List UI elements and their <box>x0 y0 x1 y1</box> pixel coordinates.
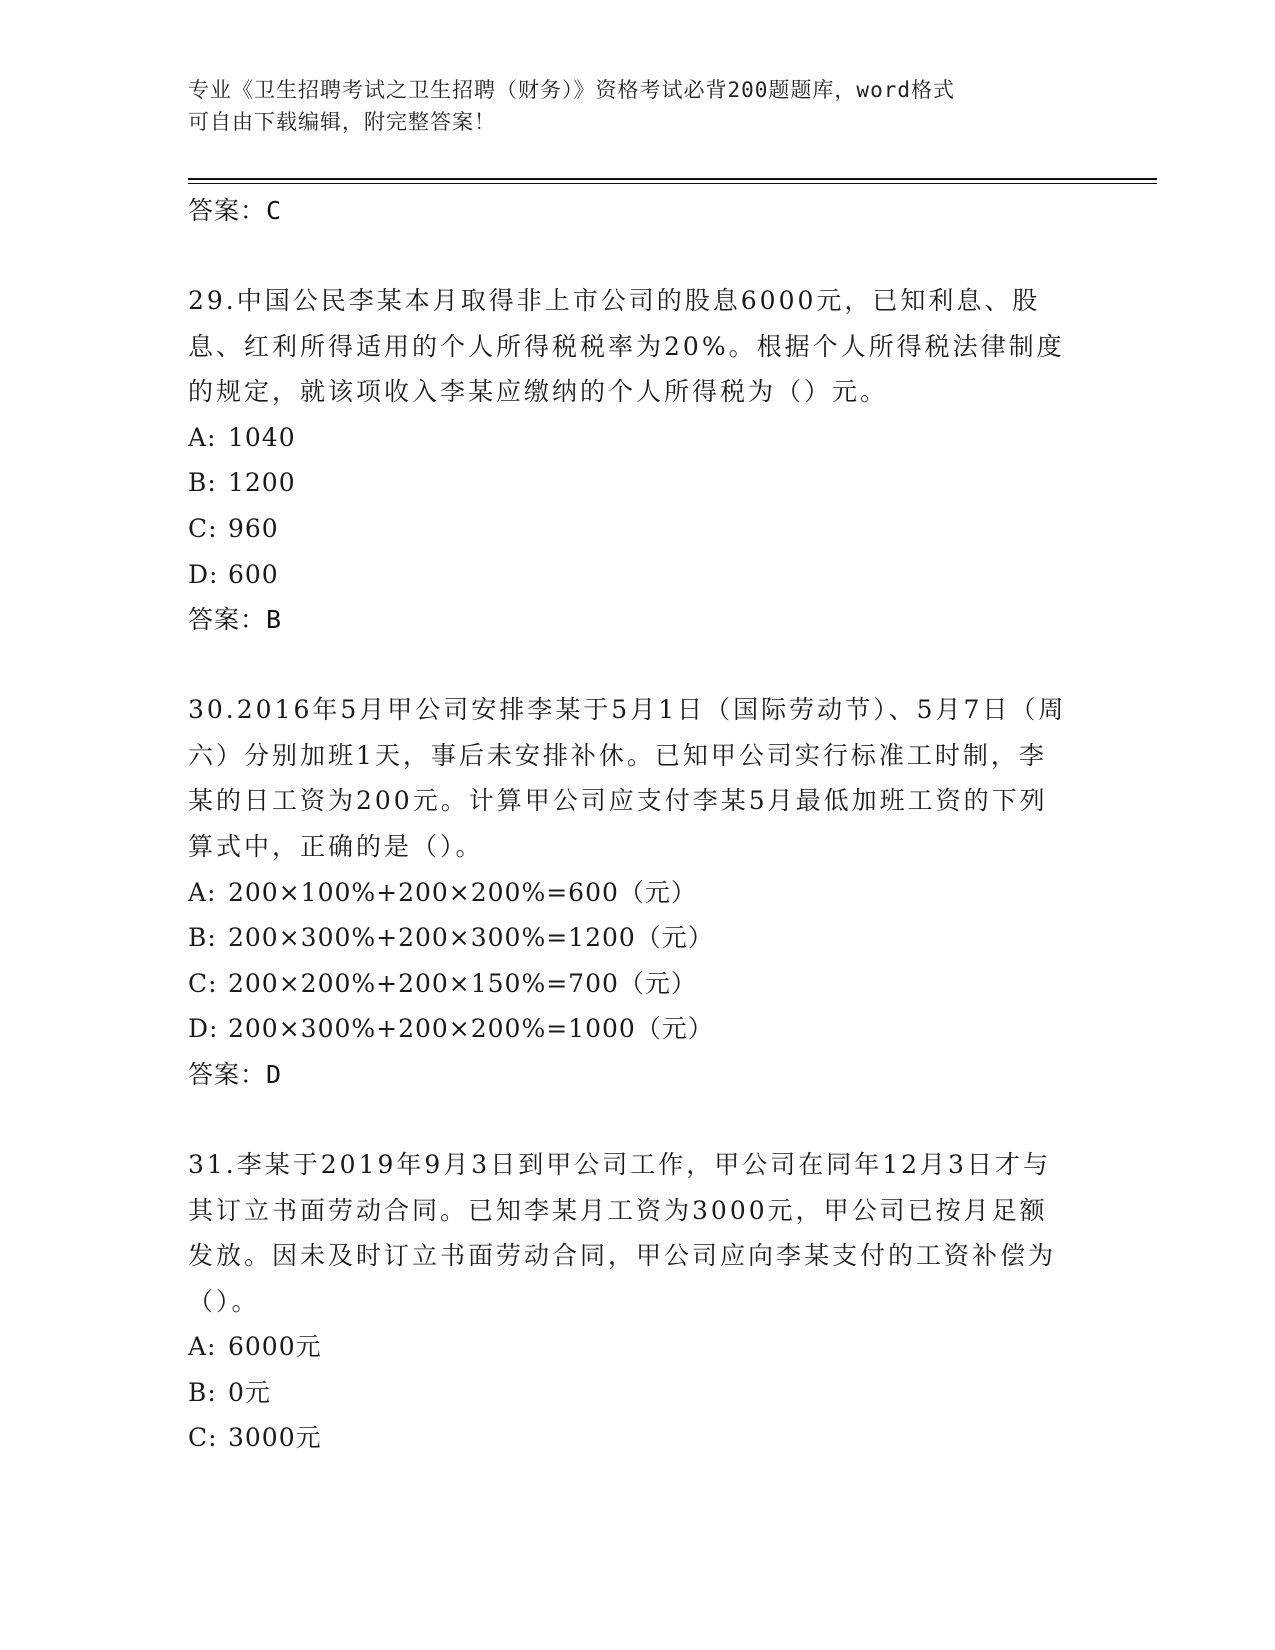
question-29 <box>188 278 1088 643</box>
header-line-1: 专业《卫生招聘考试之卫生招聘（财务）》资格考试必背200题题库，word格式 <box>188 78 955 102</box>
option-text: 1200 <box>228 468 296 498</box>
option-d <box>188 1006 1088 1052</box>
option-a <box>188 870 1088 916</box>
option-d <box>188 552 1088 598</box>
option-b <box>188 460 1088 506</box>
option-text: 200×200%+200×150%=700（元） <box>228 968 697 998</box>
spacer <box>188 1098 1088 1142</box>
option-text: 6000元 <box>228 1332 322 1362</box>
document-header <box>188 74 1068 138</box>
option-letter: C: <box>188 968 218 998</box>
question-list <box>188 188 1088 1461</box>
question-text: 30.2016年5月甲公司安排李某于5月1日（国际劳动节）、5月7日（周六）分别加班1天，事后未安排补休。已知甲公司实行标准工时制，李某的日工资为200元。计算甲公司应支付李某5月最低加班工资的下列算式中，正确的是（）。 <box>188 695 1067 861</box>
option-c <box>188 961 1088 1007</box>
option-b <box>188 1370 1088 1416</box>
option-letter: A: <box>188 877 217 907</box>
header-divider-thin <box>188 183 1157 184</box>
option-c <box>188 1415 1088 1461</box>
question-text: 31.李某于2019年9月3日到甲公司工作，甲公司在同年12月3日才与其订立书面劳动合同。已知李某月工资为3000元，甲公司已按月足额发放。因未及时订立书面劳动合同，甲公司应向李某支付的工资补偿为（）。 <box>188 1149 1057 1316</box>
option-b <box>188 915 1088 961</box>
option-letter: B: <box>188 923 217 953</box>
question-answer: 答案：B <box>188 605 283 635</box>
option-letter: C: <box>188 1423 218 1453</box>
option-text: 0元 <box>228 1377 271 1407</box>
option-text: 200×300%+200×200%=1000（元） <box>228 1014 714 1044</box>
option-letter: A: <box>188 422 217 452</box>
question-31 <box>188 1142 1088 1461</box>
option-text: 960 <box>228 513 279 543</box>
option-c <box>188 506 1088 552</box>
spacer <box>188 234 1088 278</box>
spacer <box>188 643 1088 687</box>
option-letter: C: <box>188 513 218 543</box>
option-text: 200×100%+200×200%=600（元） <box>228 877 697 907</box>
question-text: 29.中国公民李某本月取得非上市公司的股息6000元，已知利息、股息、红利所得适用的个人所得税税率为20%。根据个人所得税法律制度的规定，就该项收入李某应缴纳的个人所得税为（）元。 <box>188 286 1065 407</box>
header-divider-thick <box>188 178 1157 180</box>
previous-answer: 答案：C <box>188 196 283 225</box>
option-text: 3000元 <box>228 1423 322 1453</box>
question-30 <box>188 687 1088 1098</box>
option-letter: B: <box>188 1377 217 1407</box>
option-letter: D: <box>188 559 219 589</box>
option-letter: D: <box>188 1014 219 1044</box>
option-letter: A: <box>188 1332 217 1362</box>
header-line-2: 可自由下载编辑，附完整答案！ <box>188 110 496 134</box>
option-letter: B: <box>188 468 217 498</box>
option-a <box>188 1324 1088 1370</box>
option-text: 1040 <box>228 422 296 452</box>
option-text: 600 <box>228 559 279 589</box>
question-answer: 答案：D <box>188 1059 283 1089</box>
option-text: 200×300%+200×300%=1200（元） <box>228 923 714 953</box>
option-a <box>188 415 1088 461</box>
